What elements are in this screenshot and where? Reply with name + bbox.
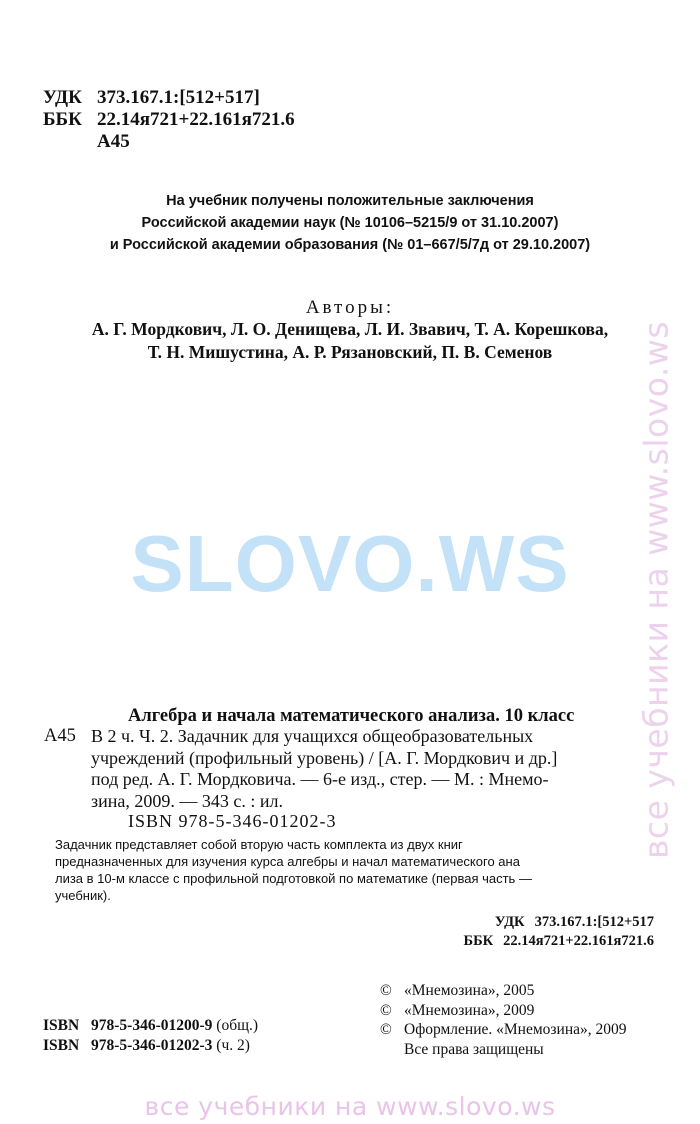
authors-list [0, 318, 700, 364]
card-udc-value: 373.167.1:[512+517 [534, 914, 654, 930]
catalog-card-line: зина, 2009. — 343 с. : ил. [91, 790, 283, 811]
authors-line: А. Г. Мордкович, Л. О. Денищева, Л. И. Звавич, Т. А. Корешкова, [91, 319, 609, 339]
catalog-card-code: А45 [44, 726, 76, 746]
catalog-card-line: под ред. А. Г. Мордковича. — 6-е изд., стер. — М. : Мнемо- [91, 769, 549, 789]
card-udc-label: УДК [494, 914, 525, 930]
udc-value: 373.167.1:[512+517] [97, 87, 260, 108]
isbn-line [43, 1016, 258, 1036]
bbk-label: ББК [43, 109, 82, 130]
annotation-line: Задачник представляет собой вторую часть комплекта из двух книг [55, 837, 463, 852]
isbn-label: ISBN [43, 1036, 80, 1054]
watermark-center: SLOVO.WS [130, 519, 570, 608]
copyright-symbol: © [380, 1001, 392, 1019]
catalog-card-line: учреждений (профильный уровень) / [А. Г. Мордкович и др.] [91, 747, 558, 768]
bbk-value: 22.14я721+22.161я721.6 [97, 109, 295, 130]
approval-line: Российской академии наук (№ 10106–5215/9 от 31.10.2007) [141, 215, 559, 231]
udc-label: УДК [43, 87, 82, 108]
rights-reserved: Все права защищены [404, 1040, 544, 1058]
copyright-text: «Мнемозина», 2005 [404, 982, 535, 999]
copyright-text: «Мнемозина», 2009 [404, 1001, 535, 1019]
isbn-label: ISBN [43, 1017, 80, 1034]
catalog-card-classification [0, 913, 654, 951]
card-bbk-value: 22.14я721+22.161я721.6 [503, 933, 654, 949]
approval-line: На учебник получены положительные заключения [166, 193, 534, 209]
card-bbk-line [0, 932, 654, 951]
copyright-block [380, 981, 627, 1059]
udc-line [43, 87, 295, 109]
copyright-text: Оформление. «Мнемозина», 2009 [404, 1021, 627, 1038]
catalog-card-isbn: ISBN 978-5-346-01202-3 [128, 811, 337, 831]
copyright-line [380, 981, 627, 1001]
approvals-block [0, 190, 700, 256]
copyright-line [380, 1001, 627, 1021]
card-udc-line [0, 913, 654, 932]
isbn-value: 978-5-346-01200-9 [91, 1017, 213, 1034]
watermark-side [636, 320, 676, 860]
authors-heading: Авторы: [305, 297, 395, 318]
authors-line: Т. Н. Мишустина, А. Р. Рязановский, П. В. Семенов [147, 342, 553, 362]
watermark-side-text: все учебники на www.slovo.ws [636, 320, 676, 860]
isbn-list [43, 1016, 258, 1055]
isbn-note: (общ.) [216, 1017, 259, 1034]
annotation-line: предназначенных для изучения курса алгебры и начал математического ана [55, 854, 520, 869]
isbn-line [43, 1036, 258, 1056]
author-mark: А45 [97, 131, 130, 152]
classification-block [43, 87, 295, 153]
isbn-note: (ч. 2) [216, 1036, 250, 1054]
catalog-card-body [91, 726, 647, 812]
copyright-symbol: © [380, 982, 392, 999]
annotation-line: учебник). [55, 888, 111, 903]
annotation [55, 836, 532, 904]
annotation-line: лиза в 10-м классе с профильной подготовкой по математике (первая часть — [55, 871, 532, 886]
watermark-bottom: все учебники на www.slovo.ws [144, 1092, 556, 1121]
isbn-value: 978-5-346-01202-3 [91, 1036, 213, 1054]
bbk-line [43, 109, 295, 131]
catalog-card-title: Алгебра и начала математического анализа. 10 класс [128, 706, 575, 726]
copyright-line [380, 1020, 627, 1040]
copyright-symbol: © [380, 1021, 392, 1038]
approval-line: и Российской академии образования (№ 01–667/5/7д от 29.10.2007) [109, 237, 591, 253]
card-bbk-label: ББК [463, 933, 494, 949]
catalog-card-line: В 2 ч. Ч. 2. Задачник для учащихся общеобразовательных [91, 726, 534, 746]
